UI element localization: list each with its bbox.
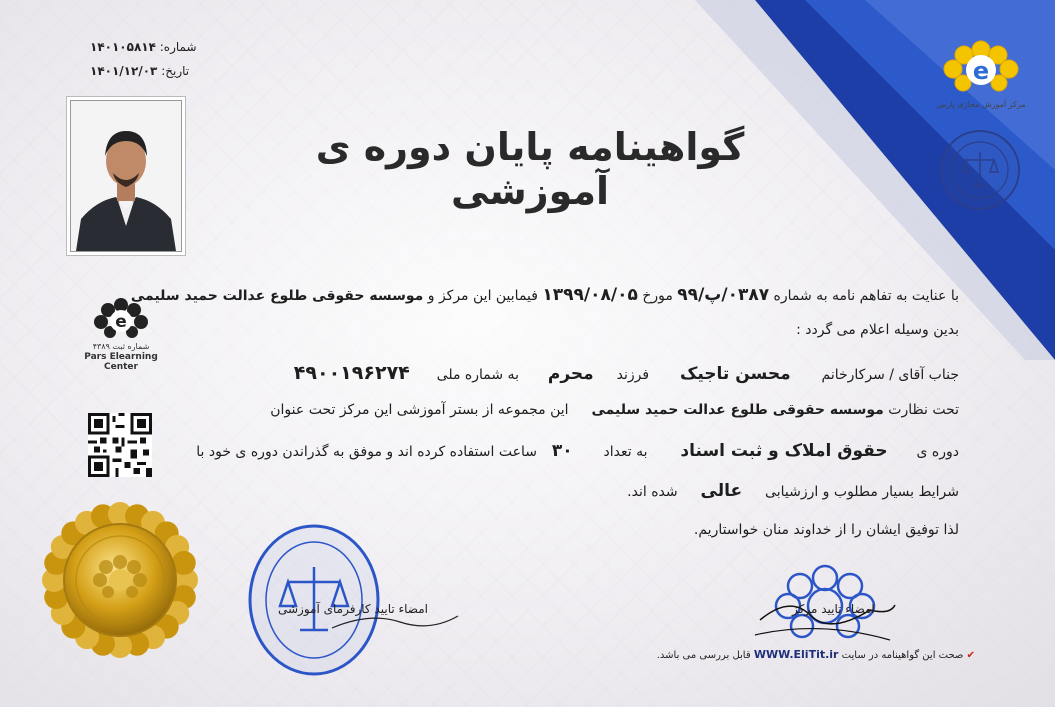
text: تحت نظارت (888, 402, 959, 418)
body-line-3 (294, 362, 959, 384)
text: شده اند. (627, 484, 678, 500)
registration-number: شماره ثبت ۴۳۸۹ (92, 342, 150, 351)
date-value: ۱۴۰۱/۱۲/۰۳ (90, 64, 158, 78)
institute-logo (935, 38, 1027, 114)
institute-logo-text: مرکز آموزش مجازی پارس (936, 100, 1026, 109)
supervising-organization: موسسه حقوقی طلوع عدالت حمید سلیمی (591, 402, 884, 418)
body-line-1 (131, 285, 959, 305)
text: قابل بررسی می باشد. (656, 650, 751, 661)
body-line-4 (270, 402, 959, 418)
verification-link[interactable]: WWW.EliTit.ir (753, 648, 839, 661)
svg-text:e: e (972, 57, 990, 85)
pars-elearning-logo (82, 296, 160, 376)
center-signature-label: امضاء تایید مرکز (792, 602, 875, 616)
text: این مجموعه از بستر آموزشی این مرکز تحت عنوان (270, 402, 569, 418)
text: فیمابین این مرکز و (427, 288, 538, 304)
text: صحت این گواهینامه در سایت (841, 650, 964, 661)
course-title: حقوق املاک و ثبت اسناد (680, 441, 888, 461)
agreement-number: ۰۳۸۷/پ/۹۹ (677, 285, 770, 305)
svg-text:e: e (115, 312, 127, 332)
text: دوره ی (916, 444, 959, 460)
organization-name: موسسه حقوقی طلوع عدالت حمید سلیمی (130, 288, 424, 304)
number-label: شماره: (159, 40, 197, 54)
date-label: تاریخ: (161, 64, 190, 78)
text: فرزند (616, 367, 650, 383)
qr-code-icon[interactable] (88, 413, 152, 477)
portrait-photo (70, 100, 182, 252)
logo-name-line1: Pars Elearning (84, 352, 158, 362)
verification-footer (657, 648, 975, 661)
gold-seal-icon (40, 500, 200, 660)
signature-stroke-icon (330, 608, 460, 638)
law-firm-seal-icon (938, 128, 1022, 212)
text: ساعت استفاده کرده اند و موفق به گذراندن دوره ی خود با (196, 444, 537, 460)
check-icon: ✔ (966, 650, 975, 661)
logo-name-line2: Center (104, 362, 138, 372)
body-line-2: بدین وسیله اعلام می گردد : (796, 322, 959, 338)
text: با عنایت به تفاهم نامه به شماره (773, 288, 959, 304)
text: شرایط بسیار مطلوب و ارزشیابی (765, 484, 959, 500)
agreement-date: ۱۳۹۹/۰۸/۰۵ (542, 285, 638, 305)
law-firm-stamp-icon (246, 522, 382, 678)
number-value: ۱۴۰۱۰۵۸۱۴ (90, 40, 156, 54)
recipient-name: محسن تاجیک (679, 364, 791, 384)
national-id: ۴۹۰۰۱۹۶۲۷۴ (293, 362, 410, 384)
certificate-title: گواهینامه پایان دوره ی آموزشی (315, 125, 745, 213)
evaluation-grade: عالی (700, 481, 743, 501)
text: مورخ (642, 288, 673, 304)
certificate-date (90, 64, 189, 78)
father-name: محرم (547, 364, 594, 384)
course-hours: ۳۰ (551, 441, 573, 461)
text: جناب آقای / سرکارخانم (821, 367, 959, 383)
text: به تعداد (603, 444, 648, 460)
body-line-6 (627, 481, 959, 501)
employer-signature-label: امضاء تایید کارفرمای آموزشی (278, 602, 428, 616)
body-line-7: لذا توفیق ایشان را از خداوند منان خواستاریم. (693, 522, 959, 538)
pars-flower-logo-icon (936, 38, 1026, 96)
text: به شماره ملی (436, 367, 519, 383)
certificate-number (90, 40, 197, 54)
body-line-5 (196, 441, 959, 461)
